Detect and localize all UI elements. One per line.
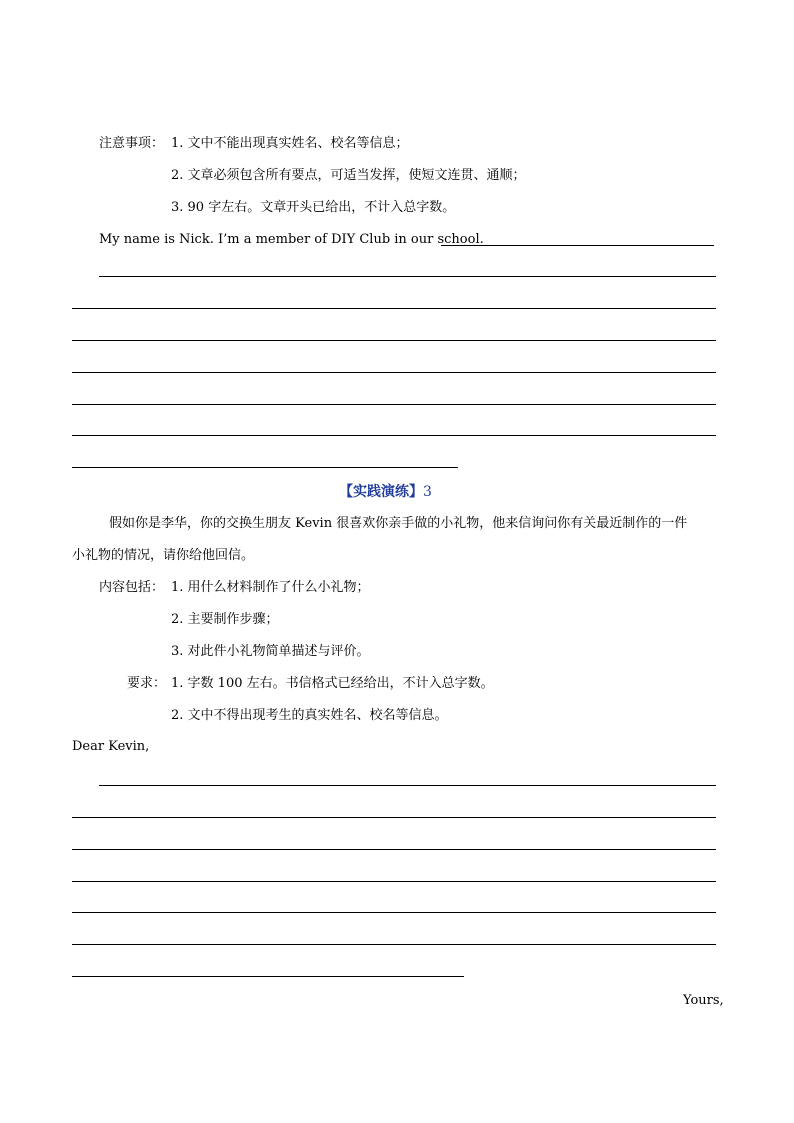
notes-label: 注意事项： [99, 136, 165, 151]
content-item-1: 1. 用什么材料制作了什么小礼物； [171, 580, 370, 595]
answer-line[interactable] [72, 817, 716, 818]
answer-line[interactable] [72, 944, 716, 945]
answer-line[interactable] [72, 435, 716, 436]
essay-opening: My name is Nick. I’m a member of DIY Club in our school. [99, 232, 484, 247]
answer-line[interactable] [72, 308, 716, 309]
title-text: 实践演练 [353, 484, 409, 500]
answer-line[interactable] [72, 849, 716, 850]
letter-closing: Yours, [683, 993, 724, 1008]
requirement-2: 2. 文中不得出现考生的真实姓名、校名等信息。 [171, 708, 448, 723]
prompt-line-2: 小礼物的情况，请你给他回信。 [72, 548, 255, 563]
title-bracket-left: 【 [339, 484, 353, 500]
answer-line[interactable] [99, 276, 716, 277]
answer-line[interactable] [441, 245, 714, 246]
answer-line[interactable] [72, 340, 716, 341]
answer-line[interactable] [72, 404, 716, 405]
content-item-3: 3. 对此件小礼物简单描述与评价。 [171, 644, 370, 659]
note-2: 2. 文章必须包含所有要点，可适当发挥，使短文连贯、通顺； [171, 168, 526, 183]
requirements-label: 要求： [127, 676, 167, 691]
prompt-line-1: 假如你是李华，你的交换生朋友 Kevin 很喜欢你亲手做的小礼物，他来信询问你有关最近制作的一件 [109, 516, 688, 531]
content-item-2: 2. 主要制作步骤； [171, 612, 279, 627]
content-label: 内容包括： [99, 580, 165, 595]
answer-line[interactable] [72, 372, 716, 373]
answer-line[interactable] [72, 912, 716, 913]
letter-greeting: Dear Kevin, [72, 739, 150, 754]
answer-line[interactable] [72, 976, 464, 977]
answer-line[interactable] [72, 467, 458, 468]
title-bracket-right: 】 [409, 484, 423, 500]
note-3: 3. 90 字左右。文章开头已给出，不计入总字数。 [171, 200, 456, 215]
note-1: 1. 文中不能出现真实姓名、校名等信息； [171, 136, 409, 151]
title-number: 3 [423, 484, 432, 500]
requirement-1: 1. 字数 100 左右。书信格式已经给出，不计入总字数。 [171, 676, 494, 691]
section-title [339, 483, 432, 501]
answer-line[interactable] [72, 881, 716, 882]
answer-line[interactable] [99, 785, 716, 786]
